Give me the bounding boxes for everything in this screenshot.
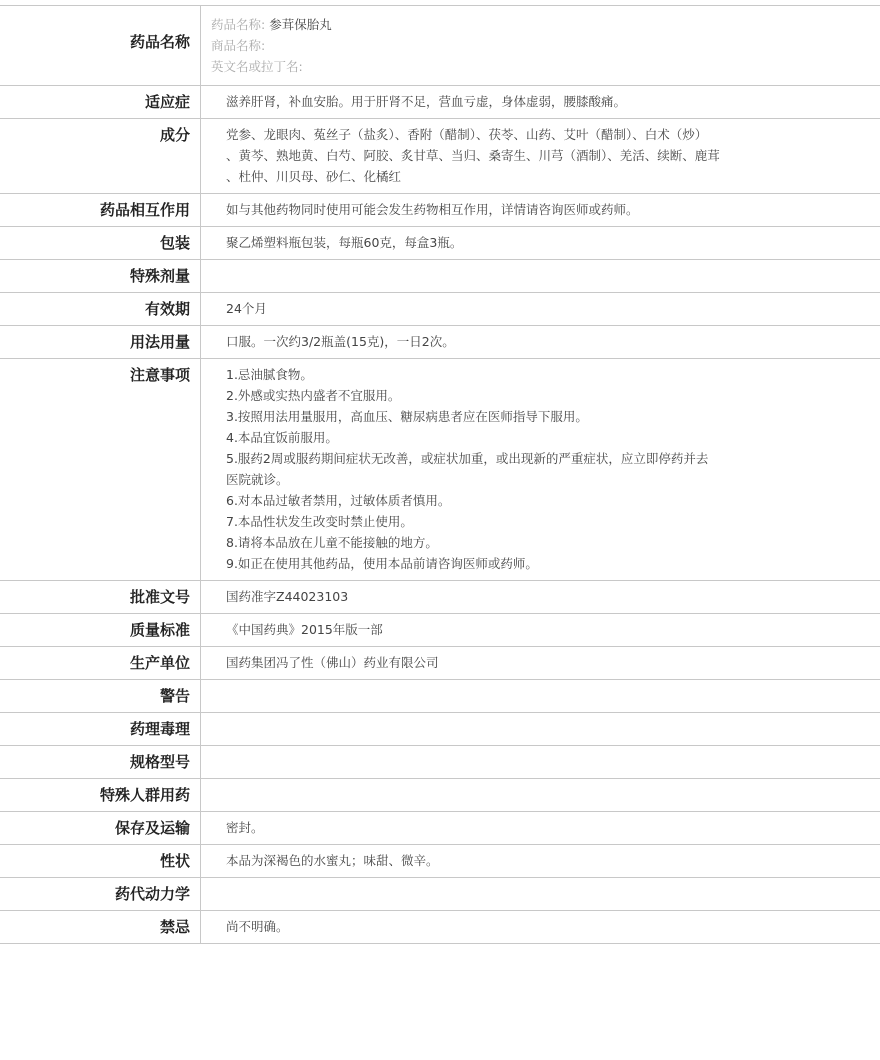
ingredients-line: 党参、龙眼肉、菟丝子（盐炙）、香附（醋制）、茯苓、山药、艾叶（醋制）、白术（炒） [226, 127, 708, 142]
drug-spec-table [0, 5, 880, 944]
row-packaging [0, 227, 880, 260]
value-contraindications: 尚不明确。 [201, 911, 880, 944]
label-special-dosage: 特殊剂量 [0, 260, 201, 293]
value-storage: 密封。 [201, 812, 880, 845]
value-standard: 《中国药典》2015年版一部 [201, 614, 880, 647]
row-approval [0, 581, 880, 614]
label-warning: 警告 [0, 680, 201, 713]
precaution-item: 医院就诊。 [226, 472, 289, 487]
value-drug-name [201, 6, 880, 86]
label-storage: 保存及运输 [0, 812, 201, 845]
label-indications: 适应症 [0, 86, 201, 119]
value-pharmacology [201, 713, 880, 746]
row-contraindications [0, 911, 880, 944]
row-indications [0, 86, 880, 119]
value-warning [201, 680, 880, 713]
value-usage: 口服。一次约3/2瓶盖(15克)，一日2次。 [201, 326, 880, 359]
value-manufacturer: 国药集团冯了性（佛山）药业有限公司 [201, 647, 880, 680]
trade-name-label: 商品名称: [211, 38, 266, 53]
value-shelf-life: 24个月 [201, 293, 880, 326]
value-specification [201, 746, 880, 779]
precaution-item: 6.对本品过敏者禁用，过敏体质者慎用。 [226, 493, 451, 508]
value-interactions: 如与其他药物同时使用可能会发生药物相互作用，详情请咨询医师或药师。 [201, 194, 880, 227]
label-usage: 用法用量 [0, 326, 201, 359]
row-special-dosage [0, 260, 880, 293]
generic-name-value: 参茸保胎丸 [269, 17, 332, 32]
generic-name-line [211, 14, 870, 35]
value-pharmacokinetics [201, 878, 880, 911]
label-drug-name: 药品名称 [0, 6, 201, 86]
row-specification [0, 746, 880, 779]
row-description [0, 845, 880, 878]
english-name-line [211, 56, 870, 77]
label-contraindications: 禁忌 [0, 911, 201, 944]
value-ingredients [201, 119, 880, 194]
label-precautions: 注意事项 [0, 359, 201, 581]
label-description: 性状 [0, 845, 201, 878]
precaution-item: 7.本品性状发生改变时禁止使用。 [226, 514, 413, 529]
label-packaging: 包装 [0, 227, 201, 260]
row-precautions [0, 359, 880, 581]
row-storage [0, 812, 880, 845]
label-approval: 批准文号 [0, 581, 201, 614]
row-standard [0, 614, 880, 647]
label-manufacturer: 生产单位 [0, 647, 201, 680]
value-indications: 滋养肝肾，补血安胎。用于肝肾不足，营血亏虚，身体虚弱，腰膝酸痛。 [201, 86, 880, 119]
row-special-groups [0, 779, 880, 812]
generic-name-label: 药品名称: [211, 17, 266, 32]
precaution-item: 2.外感或实热内盛者不宜服用。 [226, 388, 401, 403]
ingredients-line: 、杜仲、川贝母、砂仁、化橘红 [226, 169, 402, 184]
label-special-groups: 特殊人群用药 [0, 779, 201, 812]
label-specification: 规格型号 [0, 746, 201, 779]
row-shelf-life [0, 293, 880, 326]
precaution-item: 8.请将本品放在儿童不能接触的地方。 [226, 535, 438, 550]
row-warning [0, 680, 880, 713]
value-special-groups [201, 779, 880, 812]
label-pharmacology: 药理毒理 [0, 713, 201, 746]
precaution-item: 4.本品宜饭前服用。 [226, 430, 338, 445]
label-interactions: 药品相互作用 [0, 194, 201, 227]
row-pharmacology [0, 713, 880, 746]
value-special-dosage [201, 260, 880, 293]
row-manufacturer [0, 647, 880, 680]
value-precautions [201, 359, 880, 581]
row-drug-name [0, 6, 880, 86]
row-pharmacokinetics [0, 878, 880, 911]
label-pharmacokinetics: 药代动力学 [0, 878, 201, 911]
english-name-label: 英文名或拉丁名: [211, 59, 303, 74]
row-interactions [0, 194, 880, 227]
trade-name-line [211, 35, 870, 56]
label-shelf-life: 有效期 [0, 293, 201, 326]
precaution-item: 1.忌油腻食物。 [226, 367, 313, 382]
precaution-item: 9.如正在使用其他药品，使用本品前请咨询医师或药师。 [226, 556, 538, 571]
label-standard: 质量标准 [0, 614, 201, 647]
ingredients-line: 、黄芩、熟地黄、白芍、阿胶、炙甘草、当归、桑寄生、川芎（酒制）、羌活、续断、鹿茸 [226, 148, 720, 163]
precaution-item: 5.服药2周或服药期间症状无改善，或症状加重，或出现新的严重症状，应立即停药并去 [226, 451, 709, 466]
precaution-item: 3.按照用法用量服用，高血压、糖尿病患者应在医师指导下服用。 [226, 409, 588, 424]
label-ingredients: 成分 [0, 119, 201, 194]
value-packaging: 聚乙烯塑料瓶包装，每瓶60克，每盒3瓶。 [201, 227, 880, 260]
value-approval: 国药准字Z44023103 [201, 581, 880, 614]
row-ingredients [0, 119, 880, 194]
row-usage [0, 326, 880, 359]
value-description: 本品为深褐色的水蜜丸；味甜、微辛。 [201, 845, 880, 878]
